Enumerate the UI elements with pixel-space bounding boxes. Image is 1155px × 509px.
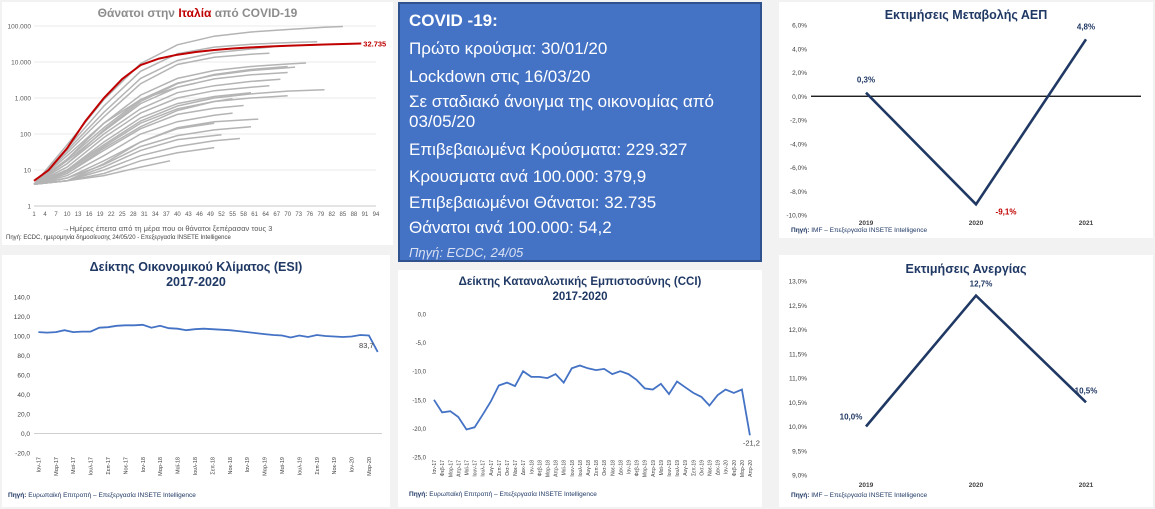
esi-y-tick: 120,0 bbox=[13, 314, 30, 321]
esi-x-tick: Μαρ-19 bbox=[262, 457, 269, 476]
cci-x-tick: Ιουλ-18 bbox=[577, 460, 584, 477]
cci-y-tick: -5,0 bbox=[415, 341, 426, 348]
cci-x-tick: Ιαν-17 bbox=[432, 460, 439, 475]
unemp-y-tick: 12,5% bbox=[788, 302, 807, 310]
deaths-x-tick: 88 bbox=[350, 212, 358, 218]
deaths-chart-panel bbox=[2, 2, 393, 245]
covid-heading: COVID -19: bbox=[409, 11, 498, 30]
cci-x-tick: Ιουν-19 bbox=[666, 460, 673, 477]
esi-series-line bbox=[38, 325, 377, 352]
deaths-x-tick: 25 bbox=[118, 212, 126, 218]
deaths-y-tick: 1.000 bbox=[14, 95, 31, 103]
cci-x-tick: Νοε-19 bbox=[707, 460, 714, 476]
cci-x-tick: Αυγ-19 bbox=[683, 460, 690, 476]
cci-x-tick: Απρ-20 bbox=[747, 460, 754, 477]
cci-x-tick: Ιαν-20 bbox=[723, 460, 730, 475]
info-reopening-date: 03/05/20 bbox=[409, 112, 476, 131]
deaths-chart-title: Θάνατοι στην Ιταλία από COVID-19 bbox=[97, 6, 298, 20]
esi-y-tick: 140,0 bbox=[13, 294, 30, 302]
esi-x-tick: Μαρ-18 bbox=[158, 457, 165, 476]
gdp-y-tick: -8,0% bbox=[790, 188, 807, 196]
deaths-xlabel: →Ημέρες έπειτα από τη μέρα που οι θάνατοι ξεπέρασαν τους 3 bbox=[62, 224, 273, 233]
deaths-x-tick: 43 bbox=[185, 212, 192, 218]
cci-x-tick: Οκτ-18 bbox=[602, 460, 609, 476]
deaths-x-tick: 70 bbox=[284, 212, 292, 218]
cci-x-tick: Απρ-18 bbox=[553, 460, 560, 477]
cci-y-tick: -15,0 bbox=[412, 398, 426, 405]
esi-x-tick: Νοε-17 bbox=[123, 457, 130, 475]
gdp-x-tick: 2019 bbox=[858, 220, 874, 227]
gdp-y-tick: 6,0% bbox=[792, 22, 807, 30]
unemp-y-tick: 11,5% bbox=[789, 351, 807, 359]
cci-y-tick: -25,0 bbox=[412, 455, 426, 462]
gdp-y-tick: -2,0% bbox=[790, 117, 807, 125]
cci-x-tick: Ιουλ-17 bbox=[480, 460, 487, 477]
cci-chart bbox=[398, 270, 762, 507]
deaths-x-tick: 1 bbox=[32, 212, 36, 218]
unemp-y-tick: 10,5% bbox=[788, 399, 807, 407]
deaths-x-tick: 58 bbox=[240, 212, 247, 218]
gdp-y-tick: -6,0% bbox=[790, 165, 807, 172]
esi-x-tick: Σεπ-19 bbox=[314, 457, 321, 475]
info-first-case: Πρώτο κρούσμα: 30/01/20 bbox=[409, 39, 608, 58]
unemployment-chart-panel bbox=[779, 255, 1153, 507]
unemp-x-tick: 2019 bbox=[858, 482, 874, 489]
cci-x-tick: Ιαν-18 bbox=[529, 460, 536, 475]
gdp-series-line bbox=[866, 39, 1086, 204]
cci-y-tick: 0,0 bbox=[417, 312, 426, 319]
esi-x-tick: Ιαν-18 bbox=[140, 457, 147, 473]
info-cases-per-100k: Κρουσματα ανά 100.000: 379,9 bbox=[409, 167, 647, 186]
gdp-y-tick: -10,0% bbox=[786, 212, 807, 220]
esi-x-tick: Μαϊ-17 bbox=[71, 457, 78, 474]
gdp-chart-title: Εκτιμήσεις Μεταβολής ΑΕΠ bbox=[884, 8, 1048, 22]
esi-chart-title: Δείκτης Οικονομικού Κλίματος (ESI) 2017-2020 bbox=[89, 260, 303, 289]
esi-y-tick: -20,0 bbox=[15, 450, 30, 458]
deaths-x-tick: 13 bbox=[74, 212, 82, 218]
gdp-chart-panel bbox=[779, 2, 1153, 238]
esi-y-tick: 100,0 bbox=[13, 333, 30, 341]
info-source: Πηγή: ECDC, 24/05 bbox=[409, 245, 524, 260]
cci-chart-panel bbox=[398, 270, 762, 507]
cci-x-tick: Σεπ-19 bbox=[691, 460, 698, 476]
deaths-y-tick: 100.000 bbox=[7, 23, 31, 31]
info-deaths-per-100k: Θάνατοι ανά 100.000: 54,2 bbox=[409, 218, 612, 237]
gdp-y-tick: 2,0% bbox=[792, 70, 807, 77]
cci-chart-title: Δείκτης Καταναλωτικής Εμπιστοσύνης (CCI) 2017-2020 bbox=[458, 276, 702, 303]
unemp-y-tick: 11,0% bbox=[789, 375, 807, 383]
esi-y-tick: 60,0 bbox=[17, 372, 30, 380]
deaths-x-tick: 49 bbox=[207, 212, 214, 218]
cci-x-tick: Φεβ-19 bbox=[634, 460, 641, 477]
cci-x-tick: Σεπ-17 bbox=[496, 460, 503, 476]
cci-x-tick: Μαρ-20 bbox=[739, 460, 746, 478]
esi-y-tick: 20,0 bbox=[17, 411, 30, 419]
unemp-x-tick: 2020 bbox=[968, 482, 984, 489]
cci-x-tick: Δεκ-19 bbox=[715, 460, 722, 476]
info-confirmed-deaths: Επιβεβαιωμένοι Θάνατοι: 32.735 bbox=[409, 193, 657, 212]
cci-x-tick: Ιουν-17 bbox=[472, 460, 479, 477]
esi-x-tick: Νοε-18 bbox=[227, 457, 234, 475]
esi-y-tick: 40,0 bbox=[17, 392, 30, 399]
gdp-source: Πηγή: IMF – Επεξεργασία INSETE Intelligence bbox=[791, 227, 928, 234]
esi-x-tick: Ιαν-20 bbox=[349, 457, 356, 473]
deaths-y-tick: 10.000 bbox=[11, 59, 31, 67]
cci-x-tick: Αυγ-18 bbox=[585, 460, 592, 476]
unemployment-chart-title: Εκτιμήσεις Ανεργίας bbox=[905, 262, 1027, 276]
esi-chart bbox=[2, 255, 390, 507]
unemp-y-tick: 13,0% bbox=[788, 278, 807, 286]
esi-x-tick: Ιαν-19 bbox=[245, 457, 252, 473]
deaths-x-tick: 46 bbox=[196, 212, 203, 218]
esi-x-tick: Μαϊ-18 bbox=[175, 457, 182, 474]
info-reopening: Σε σταδιακό άνοιγμα της οικονομίας από bbox=[409, 92, 714, 111]
cci-x-tick: Δεκ-18 bbox=[618, 460, 625, 476]
covid-info-box bbox=[398, 2, 762, 262]
deaths-x-tick: 85 bbox=[339, 212, 347, 218]
deaths-x-tick: 19 bbox=[96, 212, 104, 218]
esi-x-tick: Μαρ-17 bbox=[53, 457, 60, 476]
deaths-x-tick: 52 bbox=[218, 212, 225, 218]
cci-x-tick: Οκτ-17 bbox=[504, 460, 511, 476]
esi-last-label: 83,7 bbox=[359, 340, 374, 350]
unemp-series-line bbox=[866, 296, 1086, 427]
gdp-data-label: 4,8% bbox=[1076, 22, 1096, 32]
deaths-x-tick: 91 bbox=[361, 212, 369, 218]
cci-x-tick: Απρ-17 bbox=[456, 460, 463, 477]
esi-x-tick: Νοε-19 bbox=[332, 457, 339, 475]
esi-x-tick: Ιουλ-19 bbox=[297, 457, 304, 476]
cci-x-tick: Μαρ-17 bbox=[448, 460, 455, 478]
gdp-y-tick: 4,0% bbox=[792, 46, 807, 54]
cci-last-label: -21,2 bbox=[742, 438, 760, 448]
deaths-x-tick: 40 bbox=[174, 212, 181, 218]
gdp-y-tick: -4,0% bbox=[790, 141, 807, 149]
cci-x-tick: Μαϊ-18 bbox=[561, 460, 568, 476]
gdp-data-label: 0,3% bbox=[856, 75, 876, 85]
deaths-x-tick: 16 bbox=[85, 212, 93, 218]
deaths-x-tick: 10 bbox=[63, 212, 71, 218]
esi-x-tick: Ιουλ-17 bbox=[88, 457, 95, 476]
cci-x-tick: Ιουλ-19 bbox=[675, 460, 682, 477]
cci-x-tick: Μαϊ-19 bbox=[658, 460, 665, 476]
deaths-x-tick: 55 bbox=[229, 212, 236, 218]
cci-x-tick: Φεβ-20 bbox=[731, 460, 738, 477]
gdp-data-label: -9,1% bbox=[995, 207, 1017, 217]
deaths-x-tick: 31 bbox=[140, 212, 148, 218]
cci-x-tick: Φεβ-18 bbox=[537, 460, 544, 477]
deaths-y-tick: 10 bbox=[23, 167, 31, 175]
cci-x-tick: Φεβ-17 bbox=[440, 460, 447, 477]
italy-deaths-label: 32.735 bbox=[363, 39, 387, 49]
gdp-y-tick: 0,0% bbox=[792, 93, 807, 101]
unemp-y-tick: 9,0% bbox=[792, 472, 807, 480]
deaths-x-tick: 4 bbox=[43, 212, 47, 218]
esi-chart-panel bbox=[2, 255, 390, 507]
cci-x-tick: Μαϊ-17 bbox=[464, 460, 471, 476]
cci-series-line bbox=[434, 366, 750, 436]
esi-y-tick: 80,0 bbox=[17, 353, 30, 360]
deaths-y-tick: 100 bbox=[20, 131, 31, 139]
cci-x-tick: Μαρ-18 bbox=[545, 460, 552, 478]
unemp-x-tick: 2021 bbox=[1078, 482, 1094, 489]
cci-x-tick: Νοε-18 bbox=[610, 460, 617, 476]
cci-x-tick: Δεκ-17 bbox=[521, 460, 528, 476]
unemp-data-label: 12,7% bbox=[969, 279, 993, 289]
esi-source: Πηγή: Ευρωπαϊκή Επιτροπή – Επεξεργασία INSETE Intelligence bbox=[8, 492, 196, 499]
esi-x-tick: Σεπ-17 bbox=[105, 457, 112, 475]
deaths-x-tick: 64 bbox=[262, 212, 270, 218]
cci-x-tick: Ιουν-18 bbox=[569, 460, 576, 477]
cci-x-tick: Ιαν-19 bbox=[626, 460, 633, 475]
cci-source: Πηγή: Ευρωπαϊκή Επιτροπή – Επεξεργασία INSETE Intelligence bbox=[409, 491, 597, 498]
cci-y-tick: -20,0 bbox=[412, 426, 426, 433]
esi-x-tick: Μαϊ-19 bbox=[279, 457, 286, 474]
info-confirmed-cases: Επιβεβαιωμένα Κρούσματα: 229.327 bbox=[409, 140, 688, 159]
cci-x-tick: Σεπ-18 bbox=[594, 460, 601, 476]
esi-x-tick: Μαρ-20 bbox=[366, 457, 373, 476]
cci-x-tick: Απρ-19 bbox=[650, 460, 657, 477]
esi-y-tick: 0,0 bbox=[20, 431, 30, 438]
unemp-data-label: 10,5% bbox=[1074, 386, 1098, 396]
esi-x-tick: Σεπ-18 bbox=[210, 457, 217, 475]
deaths-x-tick: 7 bbox=[54, 212, 58, 218]
deaths-x-tick: 79 bbox=[317, 212, 325, 218]
deaths-x-tick: 73 bbox=[295, 212, 303, 218]
cci-x-tick: Αυγ-17 bbox=[488, 460, 495, 476]
deaths-x-tick: 61 bbox=[251, 212, 258, 218]
deaths-y-tick: 1 bbox=[27, 203, 31, 211]
deaths-x-tick: 67 bbox=[273, 212, 281, 218]
unemp-y-tick: 12,0% bbox=[788, 327, 807, 334]
cci-x-tick: Μαρ-19 bbox=[642, 460, 649, 478]
cci-x-tick: Νοε-17 bbox=[513, 460, 520, 476]
info-lockdown: Lockdown στις 16/03/20 bbox=[409, 67, 591, 86]
gdp-chart bbox=[779, 2, 1153, 238]
deaths-chart bbox=[2, 2, 393, 245]
deaths-x-tick: 76 bbox=[306, 212, 314, 218]
esi-x-tick: Ιαν-17 bbox=[36, 457, 43, 473]
cci-y-tick: -10,0 bbox=[412, 369, 426, 376]
unemp-y-tick: 9,5% bbox=[792, 448, 807, 456]
deaths-x-tick: 34 bbox=[152, 212, 159, 218]
deaths-x-tick: 28 bbox=[129, 212, 137, 218]
unemployment-source: Πηγή: IMF – Επεξεργασία INSETE Intelligence bbox=[791, 492, 928, 499]
gdp-x-tick: 2021 bbox=[1078, 220, 1094, 227]
cci-x-tick: Οκτ-19 bbox=[699, 460, 706, 476]
deaths-x-tick: 94 bbox=[372, 212, 380, 218]
gdp-x-tick: 2020 bbox=[968, 220, 984, 227]
unemp-data-label: 10,0% bbox=[839, 412, 863, 422]
unemp-y-tick: 10,0% bbox=[788, 424, 807, 431]
esi-x-tick: Ιουλ-18 bbox=[192, 457, 199, 476]
deaths-x-tick: 22 bbox=[107, 212, 115, 218]
deaths-source: Πηγή: ECDC, ημερομηνία δημοσίευσης 24/05/20 - Επεξεργασία INSETE Intelligence bbox=[6, 235, 231, 241]
unemployment-chart bbox=[779, 255, 1153, 507]
deaths-x-tick: 82 bbox=[328, 212, 336, 218]
deaths-x-tick: 37 bbox=[163, 212, 170, 218]
